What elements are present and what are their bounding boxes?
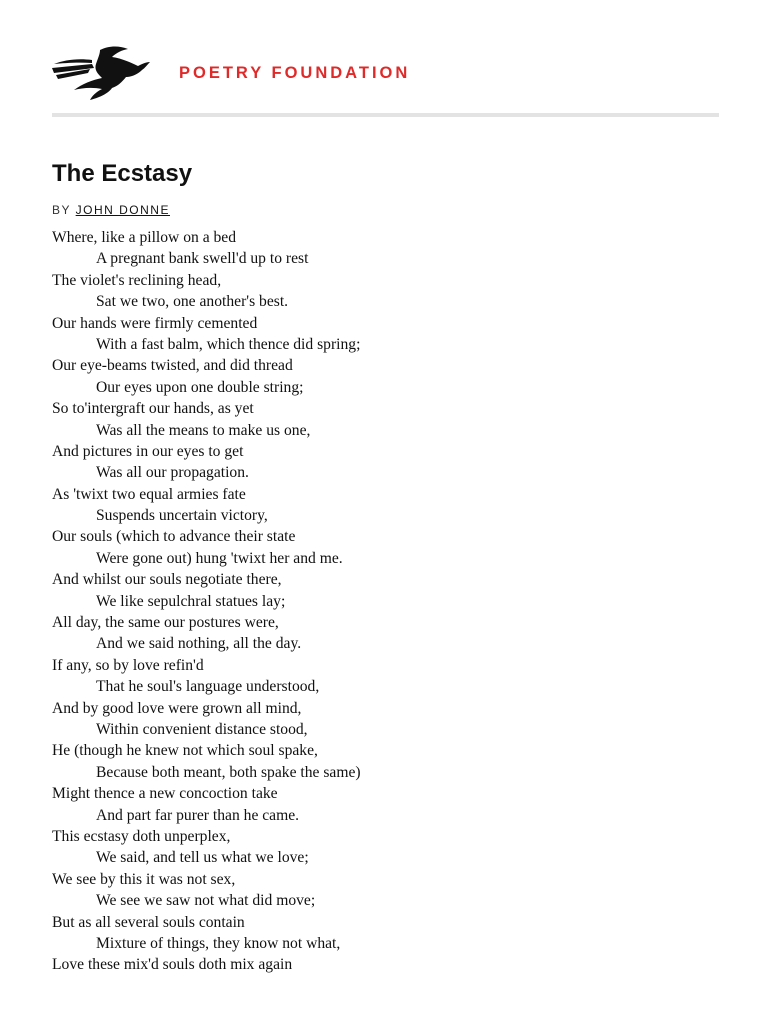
poem-line: Within convenient distance stood, xyxy=(96,720,308,738)
poem-title: The Ecstasy xyxy=(52,160,193,187)
poem-line: Our souls (which to advance their state xyxy=(52,528,296,546)
poem-line: Were gone out) hung 'twixt her and me. xyxy=(96,549,343,567)
poem-line: Where, like a pillow on a bed xyxy=(52,229,237,246)
poem-line: As 'twixt two equal armies fate xyxy=(52,485,246,503)
poem-line: We said, and tell us what we love; xyxy=(96,849,309,867)
poem-line: Love these mix'd souls doth mix again xyxy=(52,956,293,974)
poem-body xyxy=(52,227,712,976)
header-divider xyxy=(52,113,719,117)
poem-line: That he soul's language understood, xyxy=(96,678,320,696)
author-link[interactable]: JOHN DONNE xyxy=(75,203,170,217)
poem-line: But as all several souls contain xyxy=(52,913,245,931)
brand-name[interactable]: POETRY FOUNDATION xyxy=(179,64,411,82)
poem-line: He (though he knew not which soul spake, xyxy=(52,742,318,760)
poem-line: We see we saw not what did move; xyxy=(96,892,316,910)
poem-line: We see by this it was not sex, xyxy=(52,870,236,888)
poem-line: This ecstasy doth unperplex, xyxy=(52,827,231,845)
poem-line: Suspends uncertain victory, xyxy=(96,507,268,525)
pegasus-logo-icon[interactable] xyxy=(52,44,152,102)
poem-line: Was all the means to make us one, xyxy=(96,421,311,439)
by-label: BY xyxy=(52,203,71,217)
poem-line: Our eye-beams twisted, and did thread xyxy=(52,357,293,375)
poem-line: We like sepulchral statues lay; xyxy=(96,592,286,610)
poem-line: Sat we two, one another's best. xyxy=(96,293,289,311)
byline xyxy=(52,203,170,217)
poem-line: And whilst our souls negotiate there, xyxy=(52,571,282,589)
poem-line: And by good love were grown all mind, xyxy=(52,699,302,717)
site-header xyxy=(52,44,719,104)
poem-line: The violet's reclining head, xyxy=(52,271,222,289)
poem-line: Mixture of things, they know not what, xyxy=(96,934,341,952)
poem-line: A pregnant bank swell'd up to rest xyxy=(96,250,309,268)
poem-line: And we said nothing, all the day. xyxy=(96,635,302,653)
poem-line: Our hands were firmly cemented xyxy=(52,314,258,332)
poem-line: Might thence a new concoction take xyxy=(52,785,278,803)
poem-line: If any, so by love refin'd xyxy=(52,656,204,674)
poem-line: All day, the same our postures were, xyxy=(52,614,279,632)
poem-line: And pictures in our eyes to get xyxy=(52,442,244,460)
poem-line: Was all our propagation. xyxy=(96,464,249,482)
poem-line: So to'intergraft our hands, as yet xyxy=(52,400,254,418)
poem-line: Because both meant, both spake the same) xyxy=(96,763,361,781)
poem-line: With a fast balm, which thence did spring; xyxy=(96,335,361,353)
poem-line: And part far purer than he came. xyxy=(96,806,300,824)
poem-line: Our eyes upon one double string; xyxy=(96,378,304,396)
